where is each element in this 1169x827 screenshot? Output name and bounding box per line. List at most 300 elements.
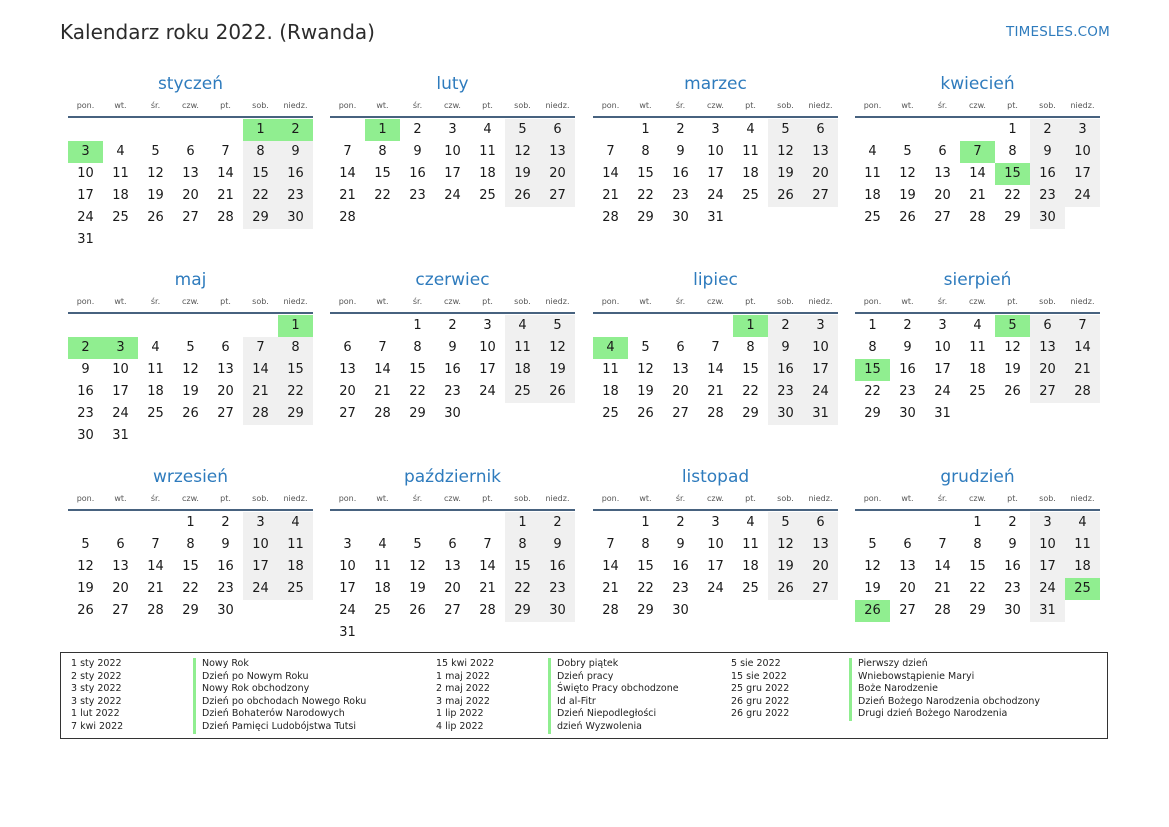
day-cell: 29 bbox=[637, 603, 654, 618]
day-cell: 29 bbox=[505, 600, 540, 622]
day-cell: 6 bbox=[803, 512, 838, 534]
day-cell: 3 bbox=[1065, 119, 1100, 141]
day-cell: 1 bbox=[186, 515, 195, 530]
day-cell: 21 bbox=[969, 188, 986, 203]
day-cell: 5 bbox=[768, 119, 803, 141]
day-cell: 12 bbox=[540, 337, 575, 359]
day-cell: 2 bbox=[448, 318, 457, 333]
holiday-name: Boże Narodzenie bbox=[849, 683, 1040, 696]
weekday-label: pon. bbox=[601, 297, 620, 306]
day-cell: 8 bbox=[1008, 144, 1017, 159]
day-grid bbox=[68, 119, 313, 251]
day-cell: 4 bbox=[868, 144, 877, 159]
day-cell: 3 bbox=[103, 337, 138, 359]
day-cell: 1 bbox=[641, 515, 650, 530]
day-cell: 15 bbox=[278, 359, 313, 381]
day-cell: 5 bbox=[903, 144, 912, 159]
weekday-label: sob. bbox=[514, 494, 531, 503]
weekday-label: wt. bbox=[376, 101, 389, 110]
month-0 bbox=[68, 72, 313, 251]
day-cell: 5 bbox=[413, 537, 422, 552]
month-name: maj bbox=[174, 270, 207, 290]
weekday-label: czw. bbox=[969, 297, 986, 306]
day-cell: 9 bbox=[278, 141, 313, 163]
month-name: październik bbox=[403, 467, 502, 487]
holiday-dates-col-3 bbox=[731, 658, 789, 721]
weekday-label: pt. bbox=[220, 101, 231, 110]
day-cell: 19 bbox=[147, 188, 164, 203]
day-cell: 17 bbox=[803, 359, 838, 381]
weekday-label: pon. bbox=[601, 101, 620, 110]
day-cell: 18 bbox=[505, 359, 540, 381]
day-cell: 31 bbox=[934, 406, 951, 421]
weekday-label: wt. bbox=[901, 297, 914, 306]
day-cell: 13 bbox=[182, 166, 199, 181]
day-cell: 17 bbox=[934, 362, 951, 377]
day-cell: 21 bbox=[339, 188, 356, 203]
weekday-header bbox=[593, 492, 838, 512]
day-cell: 22 bbox=[243, 185, 278, 207]
day-cell: 24 bbox=[707, 581, 724, 596]
day-cell: 2 bbox=[68, 337, 103, 359]
holiday-names-col-1 bbox=[193, 658, 366, 734]
day-cell: 4 bbox=[505, 315, 540, 337]
day-cell: 14 bbox=[374, 362, 391, 377]
day-cell: 18 bbox=[479, 166, 496, 181]
day-cell: 2 bbox=[768, 315, 803, 337]
day-cell: 2 bbox=[413, 122, 422, 137]
weekday-label: niedz. bbox=[545, 297, 570, 306]
weekday-label: czw. bbox=[444, 297, 461, 306]
weekday-header bbox=[330, 492, 575, 512]
day-cell: 21 bbox=[707, 384, 724, 399]
weekday-label: pt. bbox=[482, 297, 493, 306]
day-cell: 12 bbox=[409, 559, 426, 574]
day-cell: 31 bbox=[77, 232, 94, 247]
month-10 bbox=[593, 465, 838, 644]
day-cell: 17 bbox=[1030, 556, 1065, 578]
day-cell: 13 bbox=[899, 559, 916, 574]
day-cell: 24 bbox=[112, 406, 129, 421]
weekday-label: wt. bbox=[639, 494, 652, 503]
day-cell: 20 bbox=[899, 581, 916, 596]
day-cell: 24 bbox=[1065, 185, 1100, 207]
day-cell: 20 bbox=[1030, 359, 1065, 381]
day-cell: 21 bbox=[602, 581, 619, 596]
weekday-label: czw. bbox=[182, 101, 199, 110]
day-cell: 12 bbox=[637, 362, 654, 377]
weekday-header bbox=[68, 492, 313, 512]
day-cell: 6 bbox=[676, 340, 685, 355]
day-cell: 7 bbox=[378, 340, 387, 355]
day-cell: 19 bbox=[864, 581, 881, 596]
day-cell: 18 bbox=[1065, 556, 1100, 578]
weekday-label: pon. bbox=[338, 494, 357, 503]
day-cell: 13 bbox=[1030, 337, 1065, 359]
day-cell: 16 bbox=[409, 166, 426, 181]
day-cell: 15 bbox=[855, 359, 890, 381]
day-cell: 1 bbox=[505, 512, 540, 534]
weekday-label: sob. bbox=[252, 297, 269, 306]
day-cell: 15 bbox=[409, 362, 426, 377]
day-cell: 6 bbox=[1030, 315, 1065, 337]
day-cell: 2 bbox=[1008, 515, 1017, 530]
day-cell: 7 bbox=[606, 144, 615, 159]
weekday-header bbox=[593, 295, 838, 315]
day-cell: 4 bbox=[746, 122, 755, 137]
day-cell: 30 bbox=[217, 603, 234, 618]
day-cell: 7 bbox=[938, 537, 947, 552]
weekday-label: pon. bbox=[338, 297, 357, 306]
month-4 bbox=[68, 268, 313, 447]
day-cell: 4 bbox=[378, 537, 387, 552]
day-cell: 6 bbox=[803, 119, 838, 141]
day-cell: 3 bbox=[938, 318, 947, 333]
day-cell: 8 bbox=[641, 537, 650, 552]
day-cell: 26 bbox=[540, 381, 575, 403]
day-cell: 28 bbox=[1065, 381, 1100, 403]
day-cell: 10 bbox=[1065, 141, 1100, 163]
day-cell: 16 bbox=[1004, 559, 1021, 574]
day-cell: 23 bbox=[409, 188, 426, 203]
day-cell: 15 bbox=[637, 166, 654, 181]
weekday-label: sob. bbox=[777, 494, 794, 503]
day-cell: 1 bbox=[868, 318, 877, 333]
day-cell: 30 bbox=[1004, 603, 1021, 618]
day-cell: 16 bbox=[1030, 163, 1065, 185]
day-cell: 15 bbox=[505, 556, 540, 578]
day-cell: 31 bbox=[112, 428, 129, 443]
weekday-header bbox=[68, 99, 313, 119]
day-cell: 27 bbox=[339, 406, 356, 421]
day-cell: 24 bbox=[803, 381, 838, 403]
day-cell: 12 bbox=[505, 141, 540, 163]
day-cell: 4 bbox=[151, 340, 160, 355]
holiday-name: Pierwszy dzień bbox=[849, 658, 1040, 671]
day-cell: 13 bbox=[112, 559, 129, 574]
holiday-date: 5 sie 2022 bbox=[731, 658, 781, 669]
day-cell: 7 bbox=[1065, 315, 1100, 337]
day-cell: 14 bbox=[969, 166, 986, 181]
weekday-label: śr. bbox=[675, 494, 686, 503]
day-cell: 31 bbox=[707, 210, 724, 225]
day-cell: 8 bbox=[186, 537, 195, 552]
weekday-label: niedz. bbox=[545, 494, 570, 503]
day-cell: 2 bbox=[278, 119, 313, 141]
holiday-date: 15 kwi 2022 bbox=[436, 658, 495, 669]
day-cell: 21 bbox=[1065, 359, 1100, 381]
day-cell: 6 bbox=[938, 144, 947, 159]
day-cell: 20 bbox=[339, 384, 356, 399]
day-cell: 31 bbox=[803, 403, 838, 425]
month-name: czerwiec bbox=[415, 270, 490, 290]
weekday-label: śr. bbox=[412, 101, 423, 110]
holiday-name: dzień Wyzwolenia bbox=[548, 721, 679, 734]
day-cell: 4 bbox=[278, 512, 313, 534]
day-cell: 16 bbox=[278, 163, 313, 185]
day-cell: 14 bbox=[339, 166, 356, 181]
day-cell: 7 bbox=[151, 537, 160, 552]
day-cell: 10 bbox=[707, 144, 724, 159]
holiday-dates-col-2 bbox=[436, 658, 494, 734]
day-cell: 30 bbox=[672, 210, 689, 225]
holiday-date: 1 maj 2022 bbox=[436, 670, 490, 682]
weekday-label: sob. bbox=[1039, 297, 1056, 306]
weekday-label: pt. bbox=[745, 494, 756, 503]
day-cell: 8 bbox=[378, 144, 387, 159]
day-cell: 26 bbox=[409, 603, 426, 618]
day-cell: 25 bbox=[505, 381, 540, 403]
weekday-label: pt. bbox=[745, 297, 756, 306]
day-cell: 13 bbox=[339, 362, 356, 377]
day-cell: 4 bbox=[483, 122, 492, 137]
weekday-label: sob. bbox=[514, 297, 531, 306]
day-cell: 23 bbox=[1030, 185, 1065, 207]
day-cell: 26 bbox=[637, 406, 654, 421]
site-link[interactable]: TIMESLES.COM bbox=[1006, 24, 1110, 40]
day-cell: 12 bbox=[77, 559, 94, 574]
day-cell: 30 bbox=[444, 406, 461, 421]
weekday-label: pon. bbox=[76, 297, 95, 306]
day-cell: 27 bbox=[1030, 381, 1065, 403]
day-cell: 11 bbox=[147, 362, 164, 377]
weekday-label: śr. bbox=[675, 297, 686, 306]
day-cell: 20 bbox=[540, 163, 575, 185]
day-cell: 26 bbox=[855, 600, 890, 622]
day-cell: 10 bbox=[243, 534, 278, 556]
month-7 bbox=[855, 268, 1100, 447]
day-cell: 31 bbox=[1030, 600, 1065, 622]
day-cell: 31 bbox=[339, 625, 356, 640]
month-11 bbox=[855, 465, 1100, 644]
day-cell: 7 bbox=[483, 537, 492, 552]
day-cell: 25 bbox=[1065, 578, 1100, 600]
day-cell: 5 bbox=[186, 340, 195, 355]
day-grid bbox=[330, 315, 575, 447]
day-cell: 29 bbox=[1004, 210, 1021, 225]
day-cell: 26 bbox=[1004, 384, 1021, 399]
day-cell: 22 bbox=[969, 581, 986, 596]
day-cell: 25 bbox=[374, 603, 391, 618]
day-cell: 7 bbox=[711, 340, 720, 355]
weekday-label: sob. bbox=[252, 494, 269, 503]
day-cell: 13 bbox=[444, 559, 461, 574]
weekday-label: pt. bbox=[482, 494, 493, 503]
day-cell: 13 bbox=[803, 141, 838, 163]
day-cell: 10 bbox=[1030, 534, 1065, 556]
day-cell: 11 bbox=[969, 340, 986, 355]
weekday-label: śr. bbox=[937, 494, 948, 503]
day-cell: 22 bbox=[182, 581, 199, 596]
day-cell: 23 bbox=[77, 406, 94, 421]
day-cell: 6 bbox=[343, 340, 352, 355]
day-cell: 17 bbox=[339, 581, 356, 596]
day-cell: 14 bbox=[147, 559, 164, 574]
day-cell: 28 bbox=[934, 603, 951, 618]
day-cell: 16 bbox=[444, 362, 461, 377]
weekday-label: sob. bbox=[777, 297, 794, 306]
day-cell: 21 bbox=[934, 581, 951, 596]
weekday-label: niedz. bbox=[283, 297, 308, 306]
weekday-label: czw. bbox=[707, 101, 724, 110]
day-cell: 6 bbox=[448, 537, 457, 552]
day-cell: 15 bbox=[182, 559, 199, 574]
day-cell: 22 bbox=[278, 381, 313, 403]
weekday-label: niedz. bbox=[283, 101, 308, 110]
day-cell: 14 bbox=[479, 559, 496, 574]
day-cell: 9 bbox=[1008, 537, 1017, 552]
month-name: marzec bbox=[684, 74, 747, 94]
holiday-date: 1 sty 2022 bbox=[71, 658, 122, 669]
day-cell: 2 bbox=[221, 515, 230, 530]
day-cell: 7 bbox=[606, 537, 615, 552]
holiday-date: 3 maj 2022 bbox=[436, 695, 490, 707]
weekday-label: pt. bbox=[1007, 101, 1018, 110]
day-cell: 22 bbox=[1004, 188, 1021, 203]
day-cell: 19 bbox=[637, 384, 654, 399]
month-name: lipiec bbox=[693, 270, 738, 290]
day-cell: 11 bbox=[479, 144, 496, 159]
day-cell: 22 bbox=[864, 384, 881, 399]
day-cell: 29 bbox=[637, 210, 654, 225]
weekday-label: śr. bbox=[412, 494, 423, 503]
day-cell: 29 bbox=[243, 207, 278, 229]
day-cell: 20 bbox=[217, 384, 234, 399]
day-grid bbox=[330, 512, 575, 644]
day-cell: 23 bbox=[217, 581, 234, 596]
weekday-label: wt. bbox=[376, 494, 389, 503]
day-cell: 17 bbox=[1065, 163, 1100, 185]
weekday-label: czw. bbox=[444, 494, 461, 503]
day-cell: 8 bbox=[505, 534, 540, 556]
day-cell: 1 bbox=[278, 315, 313, 337]
day-cell: 1 bbox=[733, 315, 768, 337]
month-5 bbox=[330, 268, 575, 447]
day-cell: 19 bbox=[409, 581, 426, 596]
day-cell: 25 bbox=[479, 188, 496, 203]
weekday-label: śr. bbox=[412, 297, 423, 306]
day-cell: 30 bbox=[899, 406, 916, 421]
weekday-label: wt. bbox=[114, 494, 127, 503]
holiday-names-col-2 bbox=[548, 658, 679, 734]
day-cell: 10 bbox=[112, 362, 129, 377]
weekday-label: pt. bbox=[745, 101, 756, 110]
day-cell: 30 bbox=[672, 603, 689, 618]
day-cell: 24 bbox=[479, 384, 496, 399]
month-9 bbox=[330, 465, 575, 644]
day-cell: 2 bbox=[903, 318, 912, 333]
day-cell: 18 bbox=[374, 581, 391, 596]
day-cell: 24 bbox=[243, 578, 278, 600]
day-cell: 29 bbox=[969, 603, 986, 618]
day-cell: 27 bbox=[934, 210, 951, 225]
weekday-label: śr. bbox=[675, 101, 686, 110]
holiday-date: 2 maj 2022 bbox=[436, 683, 490, 695]
day-cell: 20 bbox=[672, 384, 689, 399]
day-cell: 29 bbox=[182, 603, 199, 618]
day-cell: 3 bbox=[68, 141, 103, 163]
day-cell: 20 bbox=[182, 188, 199, 203]
weekday-header bbox=[593, 99, 838, 119]
day-cell: 6 bbox=[903, 537, 912, 552]
day-cell: 2 bbox=[540, 512, 575, 534]
holiday-name: Dobry piątek bbox=[548, 658, 679, 671]
holiday-name: Dzień po obchodach Nowego Roku bbox=[193, 696, 366, 709]
day-cell: 1 bbox=[973, 515, 982, 530]
day-cell: 9 bbox=[81, 362, 90, 377]
day-cell: 27 bbox=[444, 603, 461, 618]
day-cell: 25 bbox=[112, 210, 129, 225]
day-cell: 15 bbox=[969, 559, 986, 574]
day-cell: 28 bbox=[243, 403, 278, 425]
day-cell: 28 bbox=[602, 210, 619, 225]
holiday-date: 2 sty 2022 bbox=[71, 670, 122, 682]
weekday-label: niedz. bbox=[1070, 297, 1095, 306]
day-cell: 8 bbox=[868, 340, 877, 355]
holiday-names-col-3 bbox=[849, 658, 1040, 721]
day-cell: 26 bbox=[768, 185, 803, 207]
weekday-label: wt. bbox=[639, 297, 652, 306]
day-cell: 19 bbox=[1004, 362, 1021, 377]
month-name: luty bbox=[436, 74, 469, 94]
weekday-label: pt. bbox=[482, 101, 493, 110]
day-cell: 26 bbox=[77, 603, 94, 618]
weekday-label: wt. bbox=[114, 101, 127, 110]
day-cell: 2 bbox=[1030, 119, 1065, 141]
weekday-header bbox=[68, 295, 313, 315]
day-cell: 13 bbox=[803, 534, 838, 556]
day-grid bbox=[68, 315, 313, 447]
weekday-label: sob. bbox=[514, 101, 531, 110]
day-cell: 11 bbox=[278, 534, 313, 556]
day-cell: 3 bbox=[711, 122, 720, 137]
day-cell: 28 bbox=[339, 210, 356, 225]
day-cell: 9 bbox=[676, 144, 685, 159]
day-cell: 8 bbox=[746, 340, 755, 355]
holiday-date: 25 gru 2022 bbox=[731, 683, 790, 695]
day-cell: 25 bbox=[969, 384, 986, 399]
day-cell: 19 bbox=[182, 384, 199, 399]
day-cell: 21 bbox=[243, 381, 278, 403]
weekday-label: wt. bbox=[901, 494, 914, 503]
day-cell: 3 bbox=[448, 122, 457, 137]
holiday-name: Dzień Bohaterów Narodowych bbox=[193, 708, 366, 721]
weekday-label: pt. bbox=[1007, 297, 1018, 306]
holiday-date: 3 sty 2022 bbox=[71, 695, 122, 707]
day-cell: 10 bbox=[934, 340, 951, 355]
day-grid bbox=[330, 119, 575, 251]
month-name: kwiecień bbox=[940, 74, 1015, 94]
day-cell: 30 bbox=[540, 600, 575, 622]
weekday-header bbox=[855, 295, 1100, 315]
day-cell: 12 bbox=[768, 534, 803, 556]
day-cell: 3 bbox=[483, 318, 492, 333]
weekday-label: śr. bbox=[150, 101, 161, 110]
holiday-name: Dzień Niepodległości bbox=[548, 708, 679, 721]
day-cell: 20 bbox=[803, 556, 838, 578]
day-cell: 1 bbox=[413, 318, 422, 333]
day-cell: 5 bbox=[868, 537, 877, 552]
day-grid bbox=[593, 119, 838, 251]
day-cell: 24 bbox=[77, 210, 94, 225]
weekday-label: wt. bbox=[376, 297, 389, 306]
day-cell: 15 bbox=[374, 166, 391, 181]
weekday-label: śr. bbox=[937, 101, 948, 110]
day-cell: 8 bbox=[641, 144, 650, 159]
day-cell: 22 bbox=[742, 384, 759, 399]
day-cell: 27 bbox=[112, 603, 129, 618]
day-cell: 30 bbox=[768, 403, 803, 425]
